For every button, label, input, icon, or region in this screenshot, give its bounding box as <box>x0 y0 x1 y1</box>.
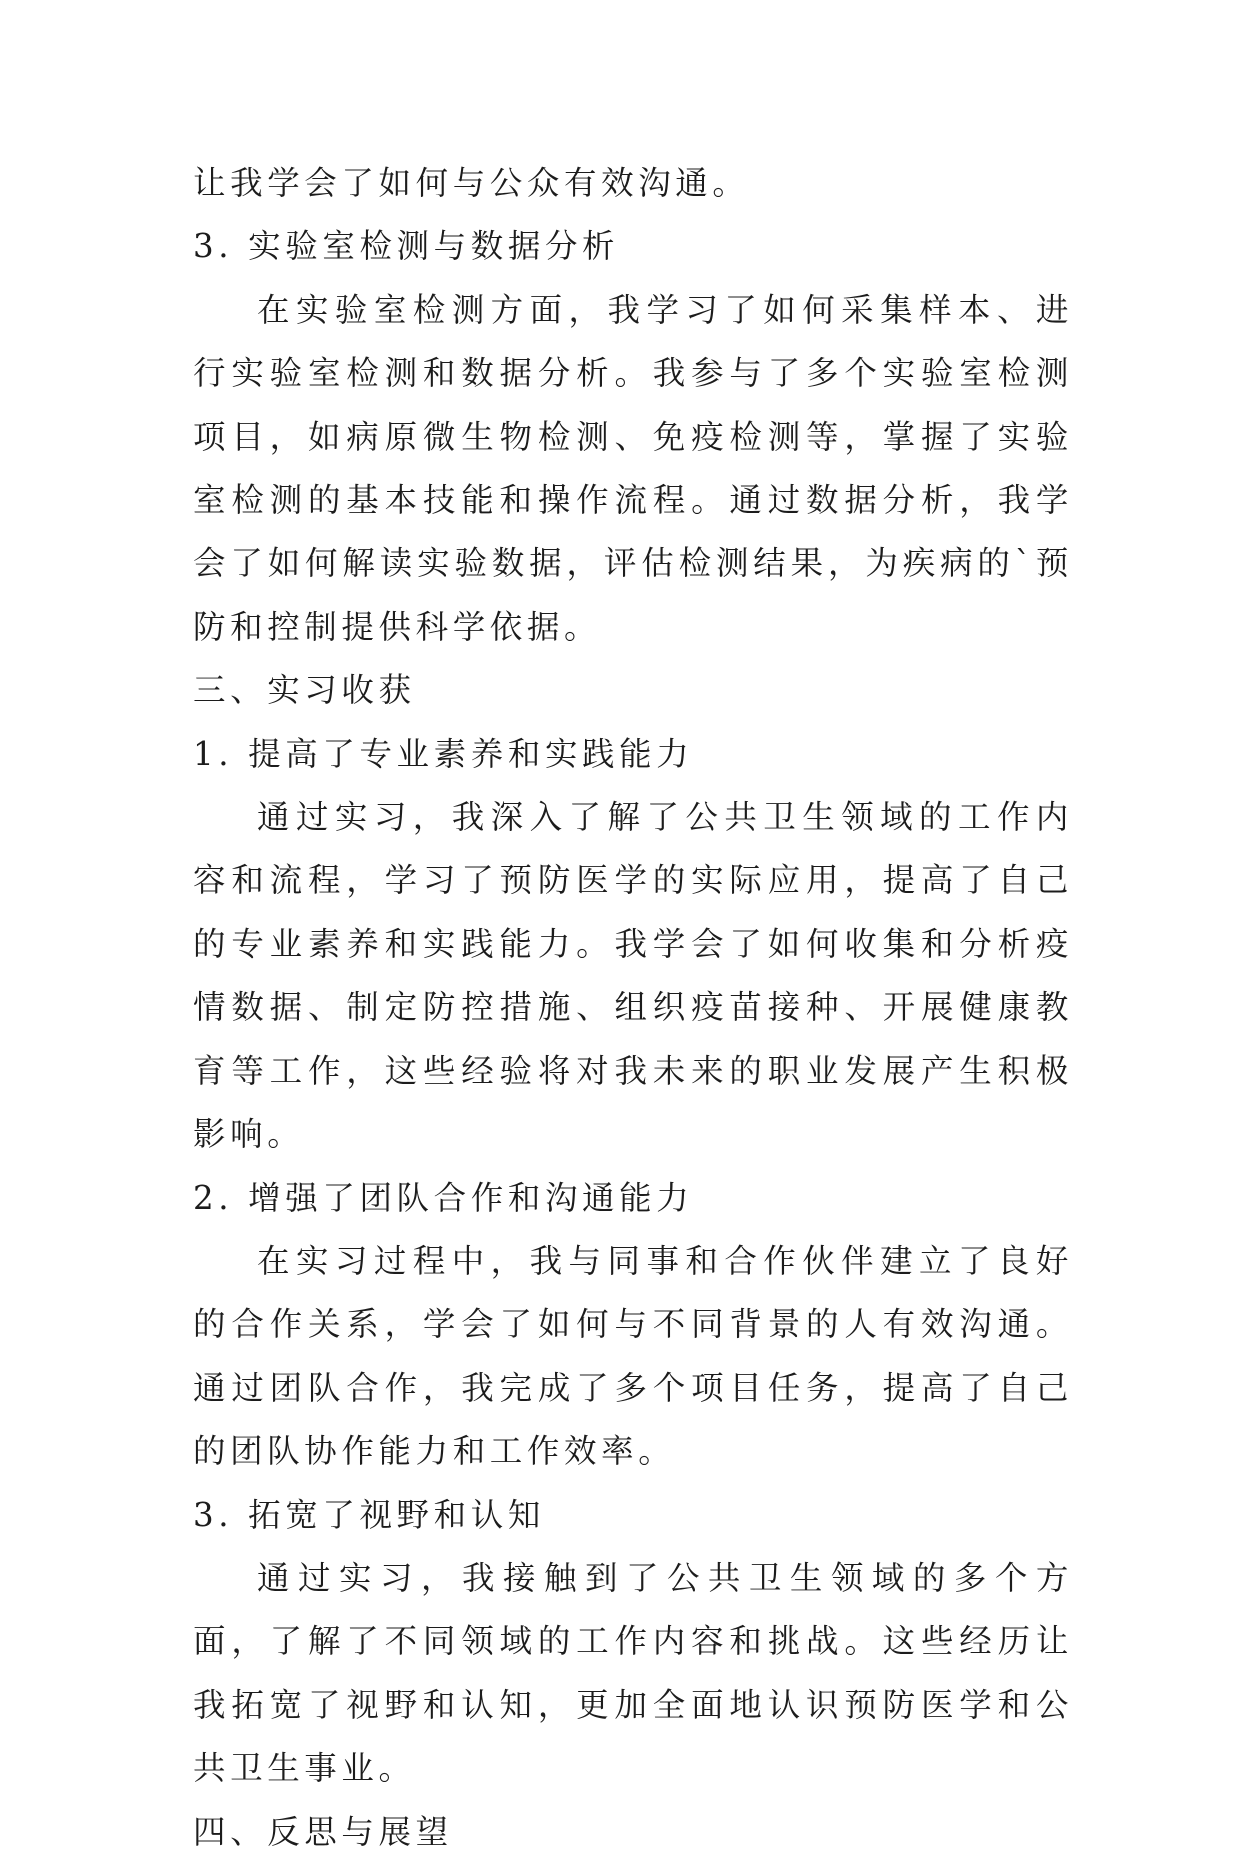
document-body <box>193 152 1073 1864</box>
section-heading-professional-skills: 1. 提高了专业素养和实践能力 <box>193 734 694 773</box>
paragraph-lab-testing: 在实验室检测方面，我学习了如何采集样本、进行实验室检测和数据分析。我参与了多个实验室检测项目，如病原微生物检测、免疫检测等，掌握了实验室检测的基本技能和操作流程。通过数据分析，我学会了如何解读实验数据，评估检测结果，为疾病的`预防和控制提供科学依据。 <box>193 290 1073 646</box>
paragraph-professional-skills: 通过实习，我深入了解了公共卫生领域的工作内容和流程，学习了预防医学的实际应用，提高了自己的专业素养和实践能力。我学会了如何收集和分析疫情数据、制定防控措施、组织疫苗接种、开展健康教育等工作，这些经验将对我未来的职业发展产生积极影响。 <box>193 798 1073 1154</box>
section-heading-vision: 3. 拓宽了视野和认知 <box>193 1495 545 1534</box>
chapter-heading-gains: 三、实习收获 <box>193 671 416 710</box>
paragraph-vision: 通过实习，我接触到了公共卫生领域的多个方面，了解了不同领域的工作内容和挑战。这些经历让我拓宽了视野和认知，更加全面地认识预防医学和公共卫生事业。 <box>193 1558 1073 1788</box>
section-heading-teamwork: 2. 增强了团队合作和沟通能力 <box>193 1178 694 1217</box>
paragraph-teamwork: 在实习过程中，我与同事和合作伙伴建立了良好的合作关系，学会了如何与不同背景的人有效沟通。通过团队合作，我完成了多个项目任务，提高了自己的团队协作能力和工作效率。 <box>193 1241 1073 1471</box>
section-heading-lab-testing: 3. 实验室检测与数据分析 <box>193 227 620 266</box>
paragraph-continuation: 让我学会了如何与公众有效沟通。 <box>193 164 750 202</box>
chapter-heading-reflection: 四、反思与展望 <box>193 1812 453 1851</box>
